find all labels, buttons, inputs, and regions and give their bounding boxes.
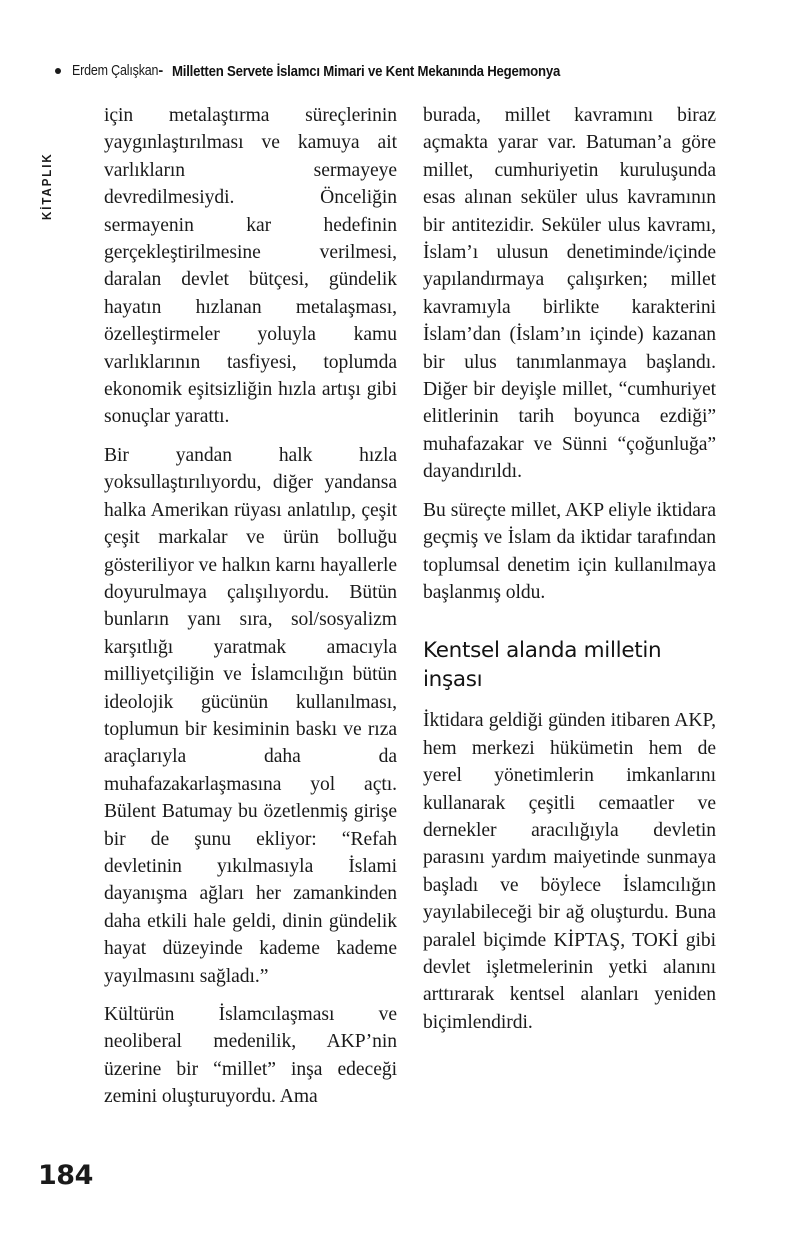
paragraph: Kültürün İslamcılaşması ve neoliberal medenilik, AKP’nin üzerine bir “millet” inşa edeceği zemini oluşturuyordu. Ama bbox=[104, 1004, 397, 1108]
body-columns bbox=[104, 102, 716, 1132]
paragraph: burada, millet kavramını biraz açmakta yarar var. Batuman’a göre millet, cumhuriyetin kuruluşunda esas alınan seküler ulus kavramının bir antitezidir. Seküler ulus kavramı, İslam’ı ulusun denetiminde/içinde yapılandırmaya çalışırken; millet kavramıyla birlikte karakterini İslam’dan (İslam’ın içinde) kazanan bir ulus tanımlanmaya başlandı. Diğer bir deyişle millet, “cumhuriyet elitlerinin tarih boyunca ezdiği” muhafazakar ve Sünni “çoğunluğa” dayandırıldı. bbox=[423, 105, 716, 483]
running-head-title: Milletten Servete İslamcı Mimari ve Kent Mekanında Hegemonya bbox=[172, 62, 561, 80]
running-head-author: Erdem Çalışkan bbox=[72, 63, 159, 79]
running-head-separator: - bbox=[158, 63, 164, 79]
running-head bbox=[55, 60, 745, 82]
left-column bbox=[104, 102, 397, 1132]
section-tab bbox=[36, 100, 58, 220]
section-heading: Kentsel alanda milletin inşası bbox=[423, 638, 662, 693]
paragraph: İktidara geldiği günden itibaren AKP, hem merkezi hükümetin hem de yerel yönetimlerin imkanlarını kullanarak çeşitli cemaatler ve dernekler aracılığıyla devletin parasını yardım maiyetinde sunmaya başladı ve böylece İslamcılığın yayılabileceği bir ağ oluşturdu. Buna paralel biçimde KİPTAŞ, TOKİ gibi devlet işletmelerinin yetki alanını arttırarak kentsel alanları yeniden biçimlendirdi. bbox=[423, 710, 716, 1033]
bullet-icon bbox=[55, 68, 61, 74]
section-tab-label: KİTAPLIK bbox=[40, 152, 54, 220]
page-number: 184 bbox=[38, 1160, 93, 1191]
paragraph: Bu süreçte millet, AKP eliyle iktidara geçmiş ve İslam da iktidar tarafından toplumsal denetim için kullanılmaya başlanmış oldu. bbox=[423, 499, 716, 603]
right-column bbox=[423, 102, 716, 1132]
paragraph: Bir yandan halk hızla yoksullaştırılıyordu, diğer yandansa halka Amerikan rüyası anlatılıp, çeşit çeşit markalar ve ürün bolluğu gösteriliyor ve halkın karnı hayallerle doyurulmaya çalışılıyordu. Bütün bunların yanı sıra, sol/sosyalizm karşıtlığı yaratmak amacıyla milliyetçiliğin ve İslamcılığın bütün ideolojik gücünün kullanılması, toplumun bir kesiminin baskı ve rıza araçlarıyla daha da muhafazakarlaşmasına yol açtı. Bülent Batumay bu özetlenmiş girişe bir de şunu ekliyor: “Refah devletinin yıkılmasıyla İslami dayanışma ağları her zamankinden daha etkili hale geldi, dinin gündelik hayat düzeyinde kademe kademe yayılmasını sağladı.” bbox=[104, 444, 397, 987]
paragraph: için metalaştırma süreçlerinin yaygınlaştırılması ve kamuya ait varlıkların sermayeye devredilmesiydi. Önceliğin sermayenin kar hedefinin gerçekleştirilmesine verilmesi, daralan devlet bütçesi, gündelik hayatın hızlanan metalaşması, özelleştirmeler yoluyla kamu varlıklarının tasfiyesi, toplumda ekonomik eşitsizliğin hızla artışı gibi sonuçlar yarattı. bbox=[104, 105, 397, 428]
